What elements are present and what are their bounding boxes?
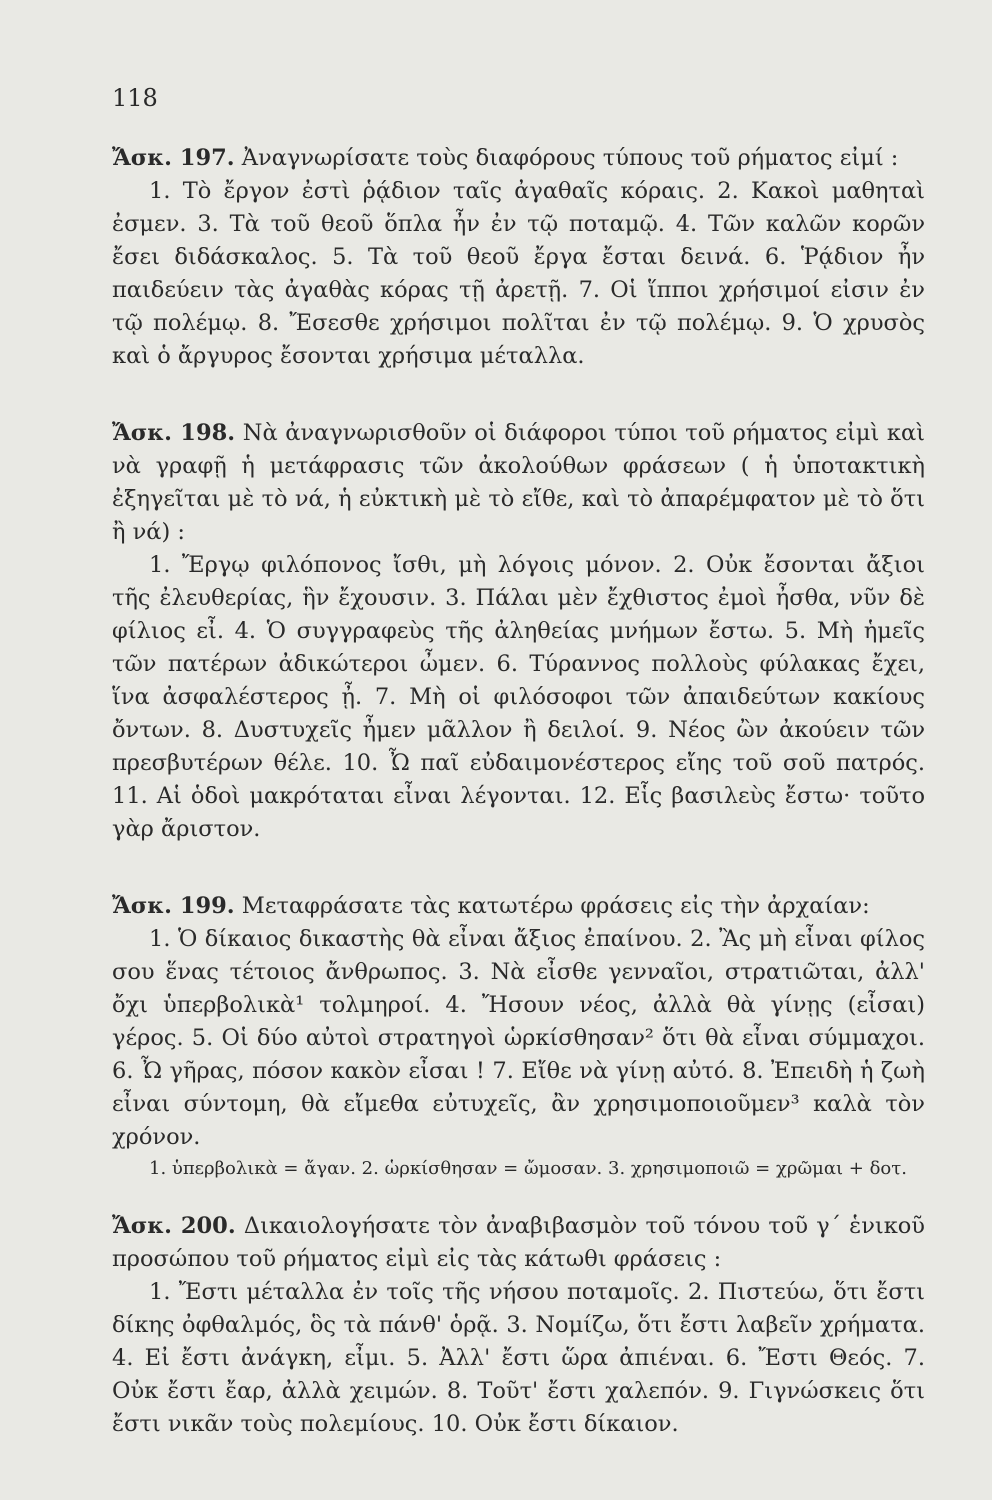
- exercise-heading: [112, 142, 925, 175]
- exercise-label: Ἄσκ. 198.: [112, 420, 236, 446]
- exercise-199: [112, 890, 925, 1184]
- exercise-body: 1. Ἔστι μέταλλα ἐν τοῖς τῆς νήσου ποταμοῖς. 2. Πιστεύω, ὅτι ἔστι δίκης ὀφθαλμός, ὃς τὰ πάνθ' ὁρᾷ. 3. Νομίζω, ὅτι ἔστι λαβεῖν χρήματα. 4. Εἰ ἔστι ἀνάγκη, εἶμι. 5. Ἀλλ' ἔστι ὥρα ἀπιέναι. 6. Ἔστι Θεός. 7. Οὐκ ἔστι ἔαρ, ἀλλὰ χειμών. 8. Τοῦτ' ἔστι χαλεπόν. 9. Γιγνώσκεις ὅτι ἔστι νικᾶν τοὺς πολεμίους. 10. Οὐκ ἔστι δίκαιον.: [112, 1279, 925, 1437]
- page-content: [112, 142, 925, 1485]
- exercise-heading: [112, 1210, 925, 1276]
- exercise-instruction: Νὰ ἀναγνωρισθοῦν οἱ διάφοροι τύποι τοῦ ρήματος εἰμὶ καὶ νὰ γραφῇ ἡ μετάφρασις τῶν ἀκολούθων φράσεων ( ἡ ὑποτακτικὴ ἐξηγεῖται μὲ τὸ νά, ἡ εὐκτικὴ μὲ τὸ εἴθε, καὶ τὸ ἀπαρέμφατον μὲ τὸ ὅτι ἢ νά) :: [112, 420, 925, 545]
- exercise-heading: [112, 890, 925, 923]
- exercise-heading: [112, 417, 925, 549]
- exercise-body: 1. Τὸ ἔργον ἐστὶ ῥᾴδιον ταῖς ἀγαθαῖς κόραις. 2. Κακοὶ μαθηταὶ ἐσμεν. 3. Τὰ τοῦ θεοῦ ὅπλα ἦν ἐν τῷ ποταμῷ. 4. Τῶν καλῶν κορῶν ἔσει διδάσκαλος. 5. Τὰ τοῦ θεοῦ ἔργα ἔσται δεινά. 6. Ῥᾴδιον ἦν παιδεύειν τὰς ἀγαθὰς κόρας τῇ ἀρετῇ. 7. Οἱ ἵπποι χρήσιμοί εἰσιν ἐν τῷ πολέμῳ. 8. Ἔσεσθε χρήσιμοι πολῖται ἐν τῷ πολέμῳ. 9. Ὁ χρυσὸς καὶ ὁ ἄργυρος ἔσονται χρήσιμα μέταλλα.: [112, 178, 925, 369]
- exercise-198: [112, 417, 925, 846]
- footnotes: 1. ὑπερβολικὰ = ἄγαν. 2. ὡρκίσθησαν = ὤμοσαν. 3. χρησιμοποιῶ = χρῶμαι + δοτ.: [149, 1158, 907, 1179]
- exercise-200: [112, 1210, 925, 1441]
- exercise-instruction: Ἀναγνωρίσατε τοὺς διαφόρους τύπους τοῦ ρήματος εἰμί :: [241, 145, 899, 171]
- exercise-instruction: Μεταφράσατε τὰς κατωτέρω φράσεις εἰς τὴν ἀρχαίαν:: [241, 893, 870, 919]
- page-number: 118: [112, 84, 158, 112]
- exercise-label: Ἄσκ. 200.: [112, 1213, 236, 1239]
- exercise-label: Ἄσκ. 199.: [112, 893, 235, 919]
- exercise-label: Ἄσκ. 197.: [112, 145, 235, 171]
- exercise-body: 1. Ἔργῳ φιλόπονος ἴσθι, μὴ λόγοις μόνον. 2. Οὐκ ἔσονται ἄξιοι τῆς ἐλευθερίας, ἣν ἔχουσιν. 3. Πάλαι μὲν ἔχθιστος ἐμοὶ ἦσθα, νῦν δὲ φίλιος εἶ. 4. Ὁ συγγραφεὺς τῆς ἀληθείας μνήμων ἔστω. 5. Μὴ ἡμεῖς τῶν πατέρων ἀδικώτεροι ὦμεν. 6. Τύραννος πολλοὺς φύλακας ἔχει, ἵνα ἀσφαλέστερος ᾖ. 7. Μὴ οἱ φιλόσοφοι τῶν ἀπαιδεύτων κακίους ὄντων. 8. Δυστυχεῖς ἦμεν μᾶλλον ἢ δειλοί. 9. Νέος ὢν ἀκούειν τῶν πρεσβυτέρων θέλε. 10. Ὦ παῖ εὐδαιμονέστερος εἴης τοῦ σοῦ πατρός. 11. Αἱ ὁδοὶ μακρόταται εἶναι λέγονται. 12. Εἷς βασιλεὺς ἔστω· τοῦτο γὰρ ἄριστον.: [112, 552, 925, 842]
- exercise-197: [112, 142, 925, 373]
- exercise-body: 1. Ὁ δίκαιος δικαστὴς θὰ εἶναι ἄξιος ἐπαίνου. 2. Ἂς μὴ εἶναι φίλος σου ἕνας τέτοιος ἄνθρωπος. 3. Νὰ εἶσθε γενναῖοι, στρατιῶται, ἀλλ' ὄχι ὑπερβολικὰ¹ τολμηροί. 4. Ἤσουν νέος, ἀλλὰ θὰ γίνῃς (εἶσαι) γέρος. 5. Οἱ δύο αὐτοὶ στρατηγοὶ ὡρκίσθησαν² ὅτι θὰ εἶναι σύμμαχοι. 6. Ὦ γῆρας, πόσον κακὸν εἶσαι ! 7. Εἴθε νὰ γίνῃ αὐτό. 8. Ἐπειδὴ ἡ ζωὴ εἶναι σύντομη, θὰ εἴμεθα εὐτυχεῖς, ἂν χρησιμοποιοῦμεν³ καλὰ τὸν χρόνον.: [112, 926, 925, 1150]
- exercise-instruction: Δικαιολογήσατε τὸν ἀναβιβασμὸν τοῦ τόνου τοῦ γ´ ἑνικοῦ προσώπου τοῦ ρήματος εἰμὶ εἰς τὰς κάτωθι φράσεις :: [112, 1213, 925, 1272]
